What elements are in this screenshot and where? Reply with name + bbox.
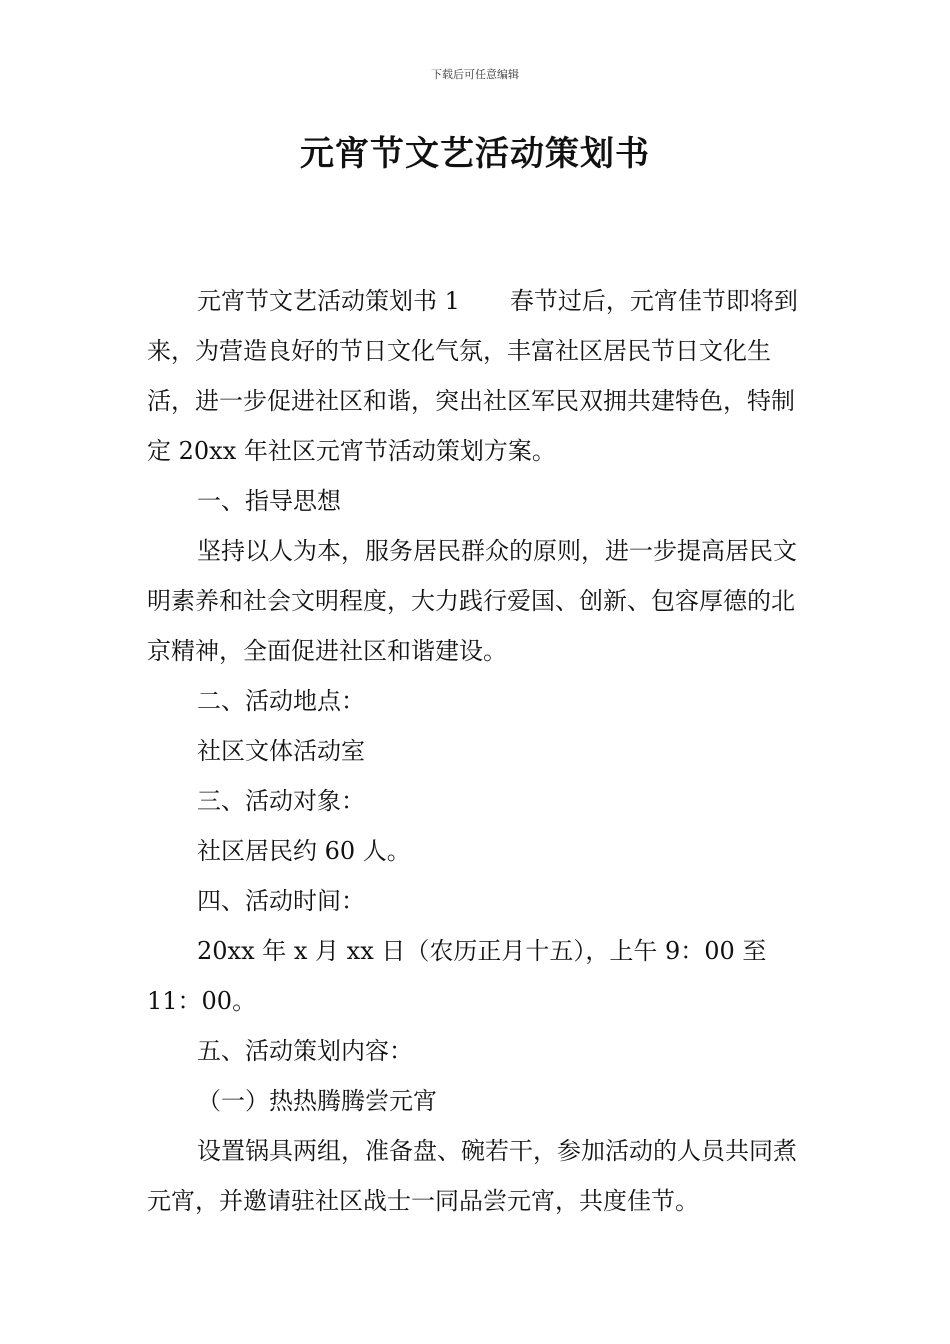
intro-paragraph (147, 276, 807, 476)
section-4-body: 20xx 年 x 月 xx 日（农历正月十五），上午 9：00 至 11：00。 (147, 937, 767, 1015)
section-5-subheading-1: （一）热热腾腾尝元宵 (197, 1087, 437, 1115)
section-5-sub-1-body: 设置锅具两组，准备盘、碗若干，参加活动的人员共同煮元宵，并邀请驻社区战士一同品尝元宵，共度佳节。 (147, 1137, 797, 1215)
section-1-body: 坚持以人为本，服务居民群众的原则，进一步提高居民文明素养和社会文明程度，大力践行爱国、创新、包容厚德的北京精神，全面促进社区和谐建设。 (147, 537, 797, 665)
section-2-body: 社区文体活动室 (197, 737, 365, 765)
section-4-heading: 四、活动时间： (197, 887, 365, 915)
section-2-heading: 二、活动地点： (197, 687, 365, 715)
document-body (147, 276, 807, 1226)
page-header-note: 下载后可任意编辑 (431, 68, 519, 81)
intro-text: 春节过后，元宵佳节即将到来，为营造良好的节日文化气氛，丰富社区居民节日文化生活，进一步促进社区和谐，突出社区军民双拥共建特色，特制定 20xx 年社区元宵节活动策划方案。 (147, 287, 798, 465)
intro-lead: 元宵节文艺活动策划书 1 (197, 287, 460, 315)
document-title: 元宵节文艺活动策划书 (300, 134, 650, 174)
section-3-heading: 三、活动对象： (197, 787, 365, 815)
section-3-body: 社区居民约 60 人。 (197, 837, 411, 865)
section-1-heading: 一、指导思想 (197, 487, 341, 515)
section-5-heading: 五、活动策划内容： (197, 1037, 413, 1065)
